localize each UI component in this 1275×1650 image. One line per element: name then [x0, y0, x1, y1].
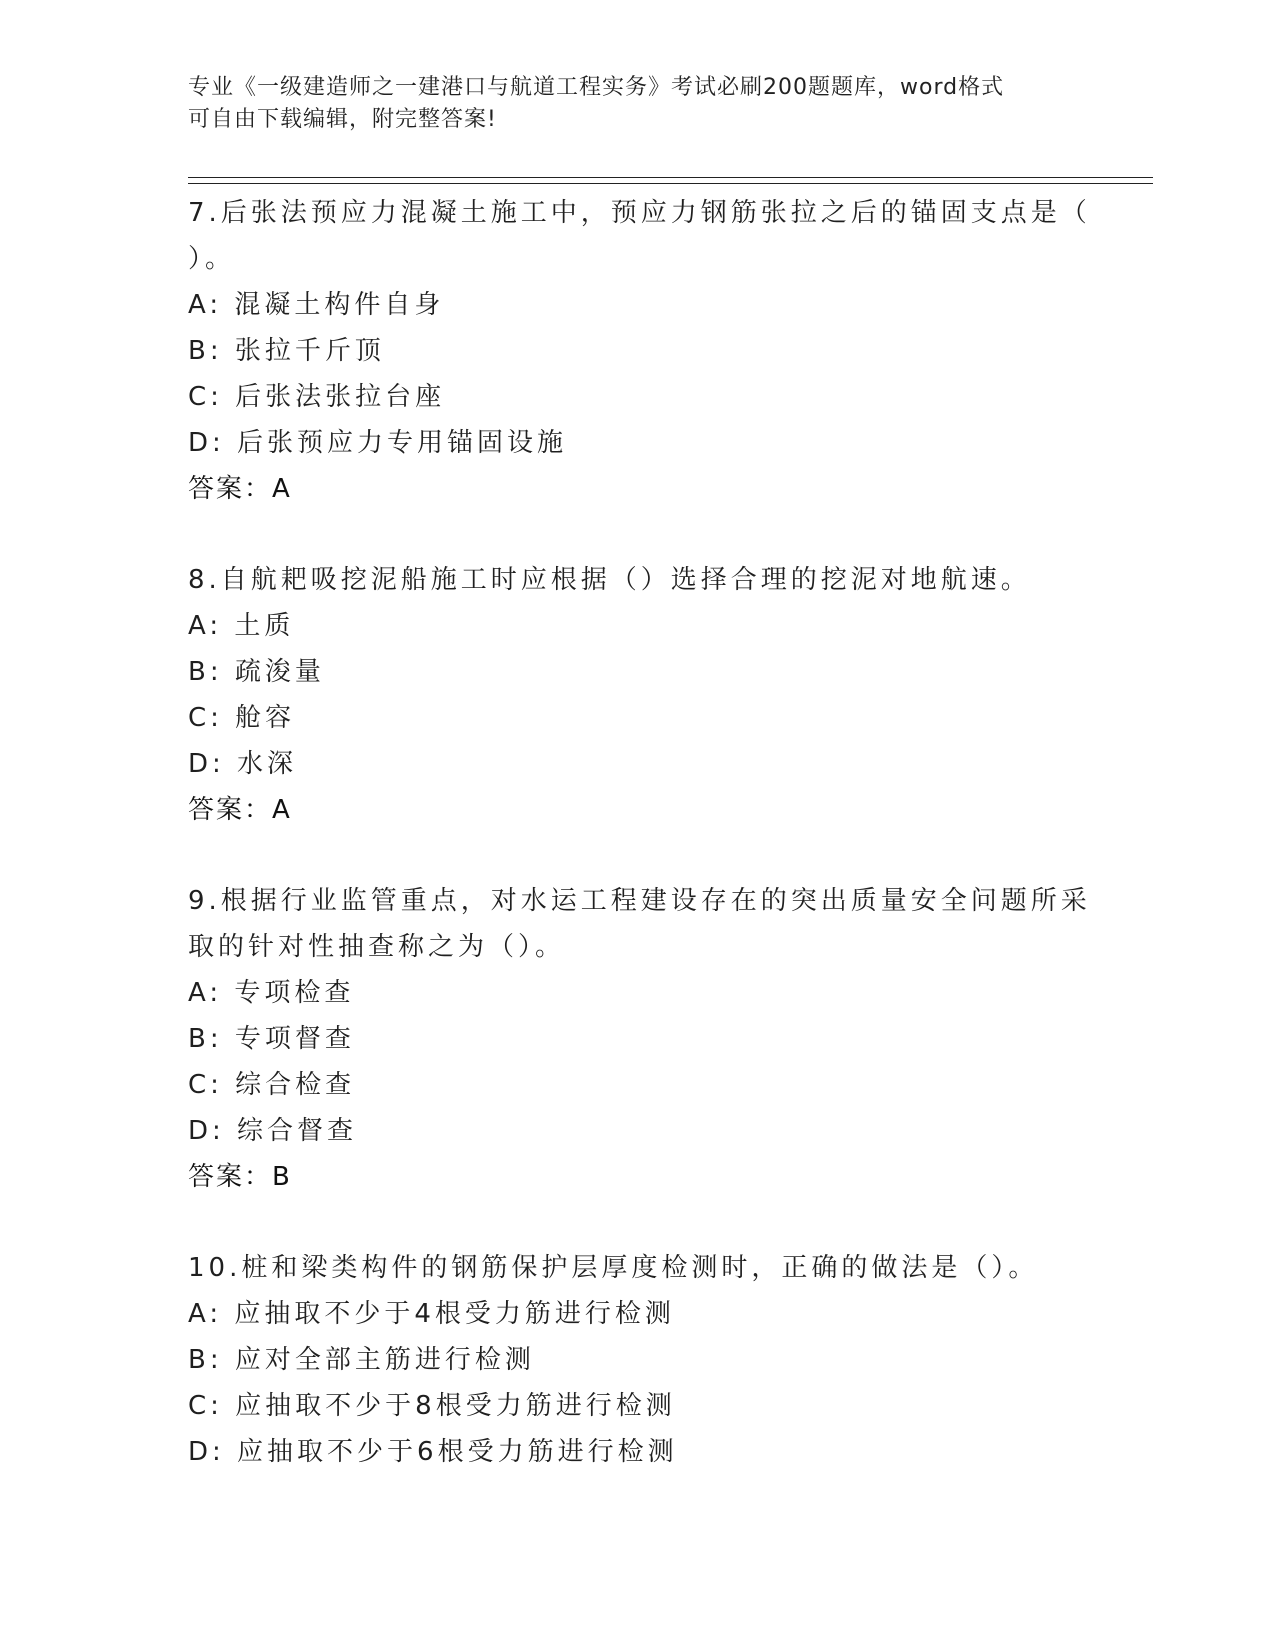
- option-a: A: 应抽取不少于4根受力筋进行检测: [188, 1299, 675, 1329]
- option-b: B: 应对全部主筋进行检测: [188, 1345, 535, 1375]
- question-stem-line: ）。: [188, 244, 236, 274]
- option-c: C: 舱容: [188, 703, 296, 733]
- question-stem: [188, 878, 1091, 970]
- option-c: C: 后张法张拉台座: [188, 382, 446, 412]
- question-stem-line: 7.后张法预应力混凝土施工中，预应力钢筋张拉之后的锚固支点是（: [188, 198, 1091, 228]
- answer-label: 答案：A: [188, 474, 292, 504]
- document-header: [188, 72, 1078, 136]
- question-spacer: [188, 512, 1088, 557]
- question-stem-line: 9.根据行业监管重点，对水运工程建设存在的突出质量安全问题所采: [188, 886, 1091, 916]
- question-list: [188, 190, 1091, 1475]
- option-b: B: 疏浚量: [188, 657, 325, 687]
- question-stem: [188, 190, 1091, 282]
- option-c: C: 应抽取不少于8根受力筋进行检测: [188, 1391, 676, 1421]
- option-b: B: 张拉千斤顶: [188, 336, 385, 366]
- question-stem: [188, 557, 1088, 603]
- answer-label: 答案：A: [188, 795, 292, 825]
- question-stem-line: 10.桩和梁类构件的钢筋保护层厚度检测时，正确的做法是（）。: [188, 1253, 1039, 1283]
- option-a: A: 土质: [188, 611, 295, 641]
- header-line-1: 专业《一级建造师之一建港口与航道工程实务》考试必刷200题题库，word格式: [188, 75, 1005, 100]
- question-spacer: [188, 1200, 1088, 1245]
- question-8: [188, 557, 1088, 833]
- option-d: D: 水深: [188, 749, 298, 779]
- option-a: A: 专项检查: [188, 978, 355, 1008]
- question-stem: [188, 1245, 1088, 1291]
- header-divider-bottom: [188, 183, 1153, 184]
- question-10: [188, 1245, 1088, 1475]
- question-9: [188, 878, 1091, 1200]
- option-d: D: 应抽取不少于6根受力筋进行检测: [188, 1437, 678, 1467]
- option-d: D: 后张预应力专用锚固设施: [188, 428, 568, 458]
- question-spacer: [188, 833, 1088, 878]
- header-divider-top: [188, 177, 1153, 178]
- option-c: C: 综合检查: [188, 1070, 356, 1100]
- question-stem-line: 取的针对性抽查称之为（）。: [188, 932, 566, 962]
- question-7: [188, 190, 1091, 512]
- option-b: B: 专项督查: [188, 1024, 355, 1054]
- answer-label: 答案：B: [188, 1162, 292, 1192]
- option-d: D: 综合督查: [188, 1116, 358, 1146]
- header-line-2: 可自由下载编辑，附完整答案!: [188, 107, 497, 132]
- option-a: A: 混凝土构件自身: [188, 290, 445, 320]
- question-stem-line: 8.自航耙吸挖泥船施工时应根据（）选择合理的挖泥对地航速。: [188, 565, 1031, 595]
